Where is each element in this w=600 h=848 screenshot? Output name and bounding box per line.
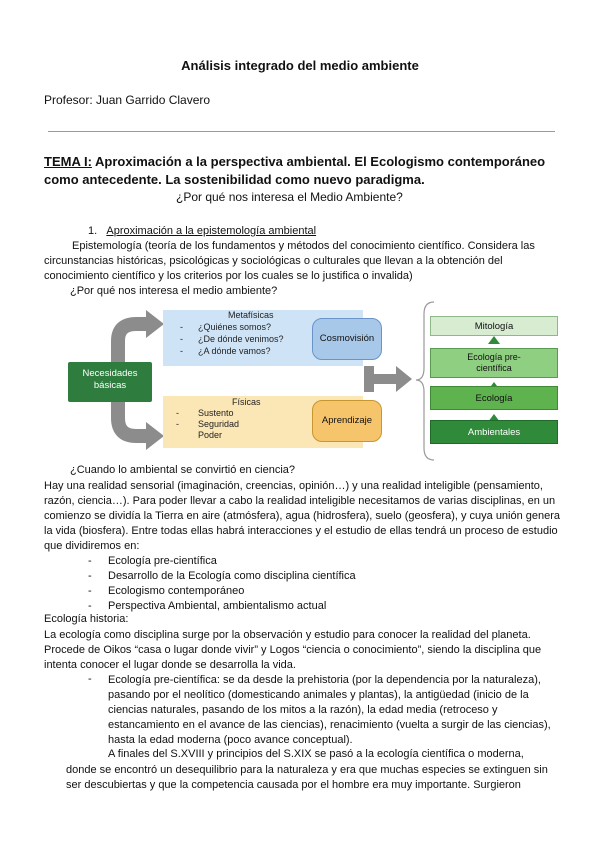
fis-item: Seguridad	[198, 419, 240, 429]
section-number: 1.	[88, 225, 98, 237]
fis-item: Poder	[198, 430, 223, 440]
aprendizaje-box	[312, 400, 382, 442]
stage-mitologia	[430, 316, 558, 336]
meta-item: ¿De dónde venimos?	[198, 334, 284, 344]
arrow-up-head-icon	[146, 310, 164, 338]
aprendizaje-label: Aprendizaje	[321, 415, 373, 426]
stage-ambientales	[430, 420, 558, 444]
tema-label: TEMA I:	[44, 154, 92, 169]
fis-item: Sustento	[198, 408, 234, 418]
list-dash: -	[88, 585, 92, 597]
question-mid: ¿Por qué nos interesa el medio ambiente?	[70, 285, 278, 297]
stage-precientifica	[430, 348, 558, 378]
question-heading: ¿Por qué nos interesa el Medio Ambiente?	[176, 190, 403, 204]
connector-stem-icon	[374, 374, 398, 384]
precientifica-paragraph: Ecología pre-científica: se da desde la prehistoria (por la dependencia por la naturaleza), pasando por el neolítico (domesticando animales y plantas), la antigüedad (inicio de la ciencias naturales, pasando de los mitos a la razón), la edad media (retroceso y estancamiento en el avance de las ciencias), renacimiento (vuelta a surgir de las ciencias), hasta la edad moderna (poco avance conceptual).	[108, 674, 551, 746]
meta-item: ¿A dónde vamos?	[198, 346, 271, 356]
professor-line: Profesor: Juan Garrido Clavero	[44, 93, 211, 107]
stage-label: Ecología pre-científica	[467, 352, 521, 373]
stage-label: Ecología	[475, 393, 513, 404]
necesidades-label: Necesidades básicas	[82, 368, 138, 391]
historia-paragraph: La ecología como disciplina surge por la observación y estudio para conocer la realidad del planeta. Procede de Oikos “casa o lugar donde vivir” y Logos “ciencia o conocimiento”, siendo la disciplina que intenta conocer el lugar donde se desarrolla la vida.	[44, 629, 542, 671]
list-dash: -	[88, 570, 92, 582]
necesidades-box	[68, 362, 152, 402]
list-item-text: Desarrollo de la Ecología como disciplina científica	[108, 570, 356, 582]
precientifica-dash: -	[88, 673, 92, 685]
list-item-text: Ecologismo contemporáneo	[108, 585, 245, 597]
connector-bar-icon	[364, 366, 374, 392]
section-heading	[88, 225, 316, 237]
epistemologia-paragraph: Epistemología (teoría de los fundamentos y métodos del conocimiento científico. Considera las circunstancias históricas, psicológicas y sociológicas o culturales que llevan a la obtención del conocimiento científico y los criterios por los cuales se lo justifica o invalida)	[44, 240, 535, 282]
historia-heading: Ecología historia:	[44, 613, 129, 625]
meta-bullet: -	[180, 334, 183, 344]
stage-arrow-icon	[488, 336, 500, 344]
connector-head-icon	[396, 366, 412, 392]
fis-bullet: -	[176, 408, 179, 418]
question-when: ¿Cuando lo ambiental se convirtió en ciencia?	[70, 464, 296, 476]
final-first-line: A finales del S.XVIII y principios del S.XIX se pasó a la ecología científica o moderna,	[108, 748, 524, 760]
stage-label: Mitología	[474, 321, 514, 332]
stage-ecologia	[430, 386, 558, 410]
meta-bullet: -	[180, 346, 183, 356]
document-title: Análisis integrado del medio ambiente	[181, 58, 419, 73]
arrow-down-icon	[118, 396, 148, 436]
final-paragraph: donde se encontró un desequilibrio para la naturaleza y era que muchas especies se extinguen sin ser descubiertas y que la competencia causada por el hombre era muy importante. Surgieron	[66, 764, 548, 791]
list-item-text: Ecología pre-científica	[108, 555, 217, 567]
list-item-text: Perspectiva Ambiental, ambientalismo actual	[108, 600, 327, 612]
stage-label: Ambientales	[467, 427, 521, 438]
list-dash: -	[88, 555, 92, 567]
fis-bullet: -	[176, 419, 179, 429]
realidad-paragraph: Hay una realidad sensorial (imaginación, creencias, opinión…) y una realidad inteligible (pensamiento, razón, ciencia…). Para poder llevar a cabo la realidad inteligible necesitamos de varias disciplinas, en un comienzo se dividía la Tierra en aire (atmósfera), agua (hidrosfera), suelo (geosfera), y cuya unión genera la vida (biosfera). Entre todas ellas habrá interacciones y el estudio de ellas tendrá un proceso de estudio que dividiremos en:	[44, 480, 561, 552]
horizontal-divider	[48, 131, 555, 132]
list-dash: -	[88, 600, 92, 612]
cosmovision-label: Cosmovisión	[319, 333, 375, 344]
tema-text: Aproximación a la perspectiva ambiental. El Ecologismo contemporáneo como antecedente. La sostenibilidad como nuevo paradigma.	[44, 154, 546, 187]
fisicas-label: Físicas	[232, 397, 261, 407]
meta-item: ¿Quiénes somos?	[198, 322, 272, 332]
arrow-down-head-icon	[146, 422, 164, 450]
section-title: Aproximación a la epistemología ambiental	[106, 225, 317, 237]
tema-heading	[44, 153, 569, 189]
ecology-diagram	[68, 296, 538, 466]
cosmovision-box	[312, 318, 382, 360]
metafisicas-label: Metafísicas	[228, 310, 274, 320]
meta-bullet: -	[180, 322, 183, 332]
